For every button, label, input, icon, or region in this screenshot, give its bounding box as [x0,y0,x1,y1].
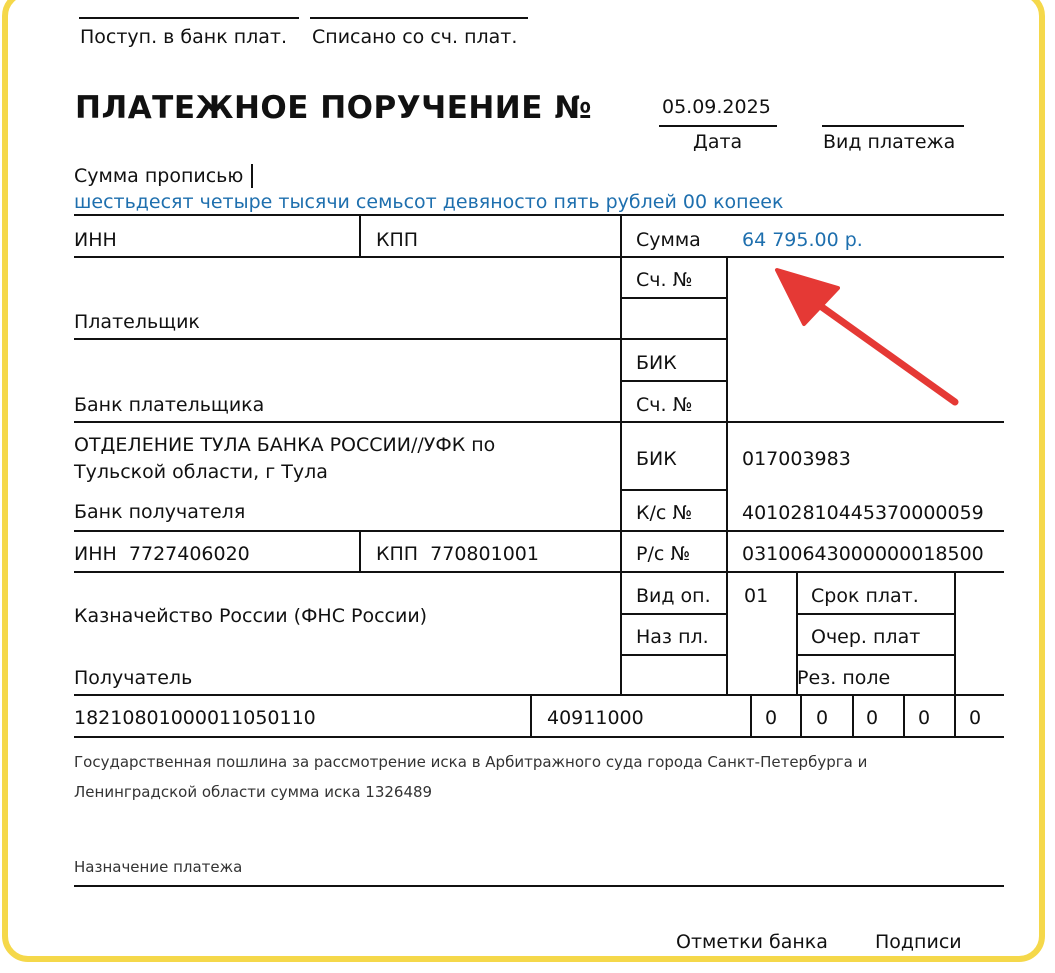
payer-account-label: Сч. № [636,269,693,291]
recipient-kpp-label: КПП [376,543,419,565]
op-type-label: Вид оп. [636,585,711,607]
purpose-line2: Ленинградской области сумма иска 1326489 [74,783,433,801]
page-title: ПЛАТЕЖНОЕ ПОРУЧЕНИЕ № [75,90,593,126]
rs-value: 03100643000000018500 [742,543,984,565]
kbk-value: 18210801000011050110 [74,707,316,729]
sum-value: 64 795.00 р. [742,229,863,251]
reserve-label: Рез. поле [797,667,891,689]
recipient-kpp-value: 770801001 [430,543,539,565]
code-field: 0 [918,707,931,729]
code-field: 0 [765,707,778,729]
received-label: Поступ. в банк плат. [80,26,288,48]
payer-kpp-label: КПП [376,229,419,251]
payer-label: Плательщик [74,311,200,333]
recipient-inn-label: ИНН [74,543,117,565]
recipient-bank-name-line1: ОТДЕЛЕНИЕ ТУЛА БАНКА РОССИИ//УФК по [74,434,496,456]
code-field: 0 [969,707,982,729]
debited-label: Списано со сч. плат. [312,26,518,48]
payer-bank-account-label: Сч. № [636,394,693,416]
code-field: 0 [866,707,879,729]
sum-label: Сумма [636,229,701,251]
payer-bik-label: БИК [636,352,677,374]
recipient-bik-value: 017003983 [742,448,851,470]
op-type-value: 01 [744,585,769,607]
code-field: 0 [816,707,829,729]
oktmo-value: 40911000 [547,707,644,729]
rs-label: Р/с № [636,543,691,565]
bank-marks-label: Отметки банка [676,931,828,953]
ks-label: К/с № [636,502,693,524]
recipient-bik-label: БИК [636,448,677,470]
payer-bank-label: Банк плательщика [74,394,265,416]
purpose-line1: Государственная пошлина за рассмотрение иска в Арбитражного суда города Санкт-Петербурга и [74,753,868,771]
recipient-bank-label: Банк получателя [74,501,246,523]
deadline-label: Срок плат. [811,585,919,607]
amount-words-label: Сумма прописью [74,165,244,187]
amount-words-value: шестьдесят четыре тысячи семьсот девяносто пять рублей 00 копеек [74,191,784,213]
ks-value: 40102810445370000059 [742,502,984,524]
priority-label: Очер. плат [811,626,921,648]
recipient-name: Казначейство России (ФНС России) [74,605,428,627]
date-value: 05.09.2025 [662,96,771,118]
payer-inn-label: ИНН [74,229,117,251]
purpose-label: Назначение платежа [74,858,243,876]
recipient-inn-value: 7727406020 [128,543,250,565]
payment-type-label: Вид платежа [823,131,956,153]
purpose-code-label: Наз пл. [636,626,709,648]
date-label: Дата [693,131,743,153]
recipient-bank-name-line2: Тульской области, г Тула [74,461,328,483]
recipient-label: Получатель [74,667,193,689]
signatures-label: Подписи [875,931,962,953]
